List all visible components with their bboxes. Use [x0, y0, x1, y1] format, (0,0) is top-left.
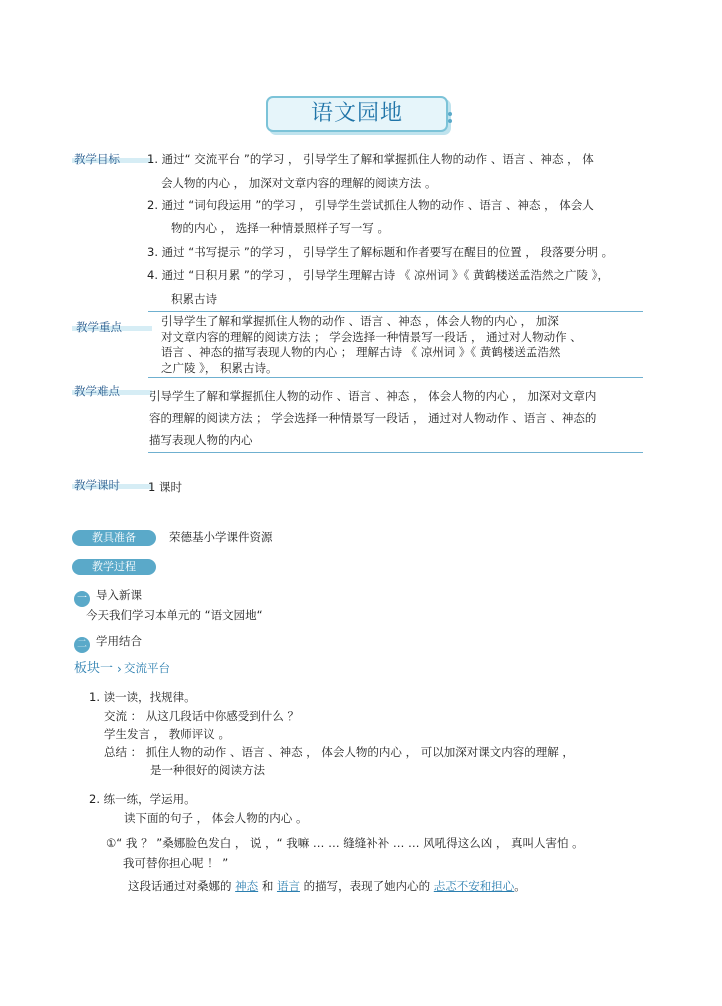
objectives-line: 积累古诗 — [171, 292, 217, 306]
periods-value: 1 课时 — [148, 480, 182, 494]
objectives-line: 4. 通过 “日积月累 ”的学习 ， 引导学生理解古诗 《 凉州词 》《 黄鹤楼送孟浩然之广陵 》， — [147, 268, 609, 282]
analysis-text: 这段话通过对桑娜的 — [128, 879, 232, 893]
key-points-line: 对文章内容的理解的阅读方法 ； 学会选择一种情景写一段话 ， 通过对人物动作 、 — [161, 330, 582, 344]
key-points-line: 之广陵 》， 积累古诗。 — [161, 361, 278, 375]
analysis-sentence — [128, 879, 526, 893]
quote-line: 我可替你担心呢 ！ ” — [123, 856, 229, 870]
analysis-text: 的描写，表现了她内心的 — [303, 879, 431, 893]
objectives-line: 会人物的内心 ， 加深对文章内容的理解的阅读方法 。 — [161, 176, 437, 190]
materials-value: 荣德基小学课件资源 — [169, 530, 273, 544]
item-heading: 2. 练一练，学运用。 — [89, 792, 196, 806]
process-pill: 教学过程 — [72, 559, 156, 575]
periods-label: 教学课时 — [74, 478, 120, 492]
analysis-text: 和 — [261, 879, 274, 893]
quote-line: ①“ 我 ？ ”桑娜脸色发白 ， 说 ，“ 我嘛 … … 缝缝补补 … … 风吼得这么凶 ， 真叫人害怕 。 — [106, 836, 584, 850]
difficulties-bottom-rule — [148, 452, 643, 453]
answer-blank: 语言 — [276, 879, 300, 893]
materials-pill: 教具准备 — [72, 530, 156, 546]
item-text: 交流 ： 从这几段话中你感受到什么 ？ — [104, 709, 299, 723]
chevron-right-icon: › — [117, 662, 122, 676]
item-text: 是一种很好的阅读方法 — [150, 763, 265, 777]
section-title: 学用结合 — [96, 634, 142, 648]
objectives-line: 2. 通过 “词句段运用 ”的学习 ， 引导学生尝试抓住人物的动作 、语言 、神态 ， 体会人 — [147, 198, 594, 212]
item-text: 学生发言 ， 教师评议 。 — [104, 727, 230, 741]
key-points-top-rule — [148, 311, 643, 312]
difficulties-line: 描写表现人物的内心 — [149, 433, 253, 447]
key-points-line: 引导学生了解和掌握抓住人物的动作 、语言 、神态 ，体会人物的内心 ， 加深 — [161, 314, 559, 328]
section-number-badge: 二 — [74, 637, 90, 653]
objectives-label: 教学目标 — [74, 152, 120, 166]
difficulties-line: 引导学生了解和掌握抓住人物的动作 、语言 、神态 ， 体会人物的内心 ， 加深对文章内 — [149, 389, 597, 403]
answer-blank: 忐忑不安和担心 — [433, 879, 515, 893]
objectives-line: 3. 通过 “书写提示 ”的学习 ， 引导学生了解标题和作者要写在醒目的位置 ， 段落要分明 。 — [147, 245, 614, 259]
difficulties-line: 容的理解的阅读方法 ； 学会选择一种情景写一段话 ， 通过对人物动作 、语言 、神态的 — [149, 411, 597, 425]
key-points-line: 语言 、神态的描写表现人物的内心 ； 理解古诗 《 凉州词 》《 黄鹤楼送孟浩然 — [161, 345, 561, 359]
item-text: 总结 ： 抓住人物的动作 、语言 、神态 ， 体会人物的内心 ， 可以加深对课文内容的理解 ， — [104, 745, 574, 759]
section-title: 导入新课 — [96, 588, 142, 602]
page-title: 语文园地 — [310, 101, 403, 126]
objectives-line: 物的内心 ， 选择一种情景照样子写一写 。 — [171, 221, 389, 235]
decorative-dots — [448, 112, 454, 126]
item-text: 读下面的句子 ， 体会人物的内心 。 — [124, 811, 308, 825]
key-points-bottom-rule — [148, 377, 643, 378]
block-label: 板块一 — [74, 661, 114, 676]
block-title: 交流平台 — [124, 661, 170, 675]
item-heading: 1. 读一读，找规律。 — [89, 690, 196, 704]
section-text: 今天我们学习本单元的 “语文园地“ — [86, 608, 263, 622]
answer-blank: 神态 — [235, 879, 259, 893]
objectives-line: 1. 通过“ 交流平台 ”的学习 ， 引导学生了解和掌握抓住人物的动作 、语言 、神态 ， 体 — [147, 152, 594, 166]
title-banner — [266, 96, 448, 132]
key-points-label: 教学重点 — [76, 320, 122, 334]
difficulties-label: 教学难点 — [74, 384, 120, 398]
section-number-badge: 一 — [74, 591, 90, 607]
analysis-text: 。 — [514, 879, 526, 893]
